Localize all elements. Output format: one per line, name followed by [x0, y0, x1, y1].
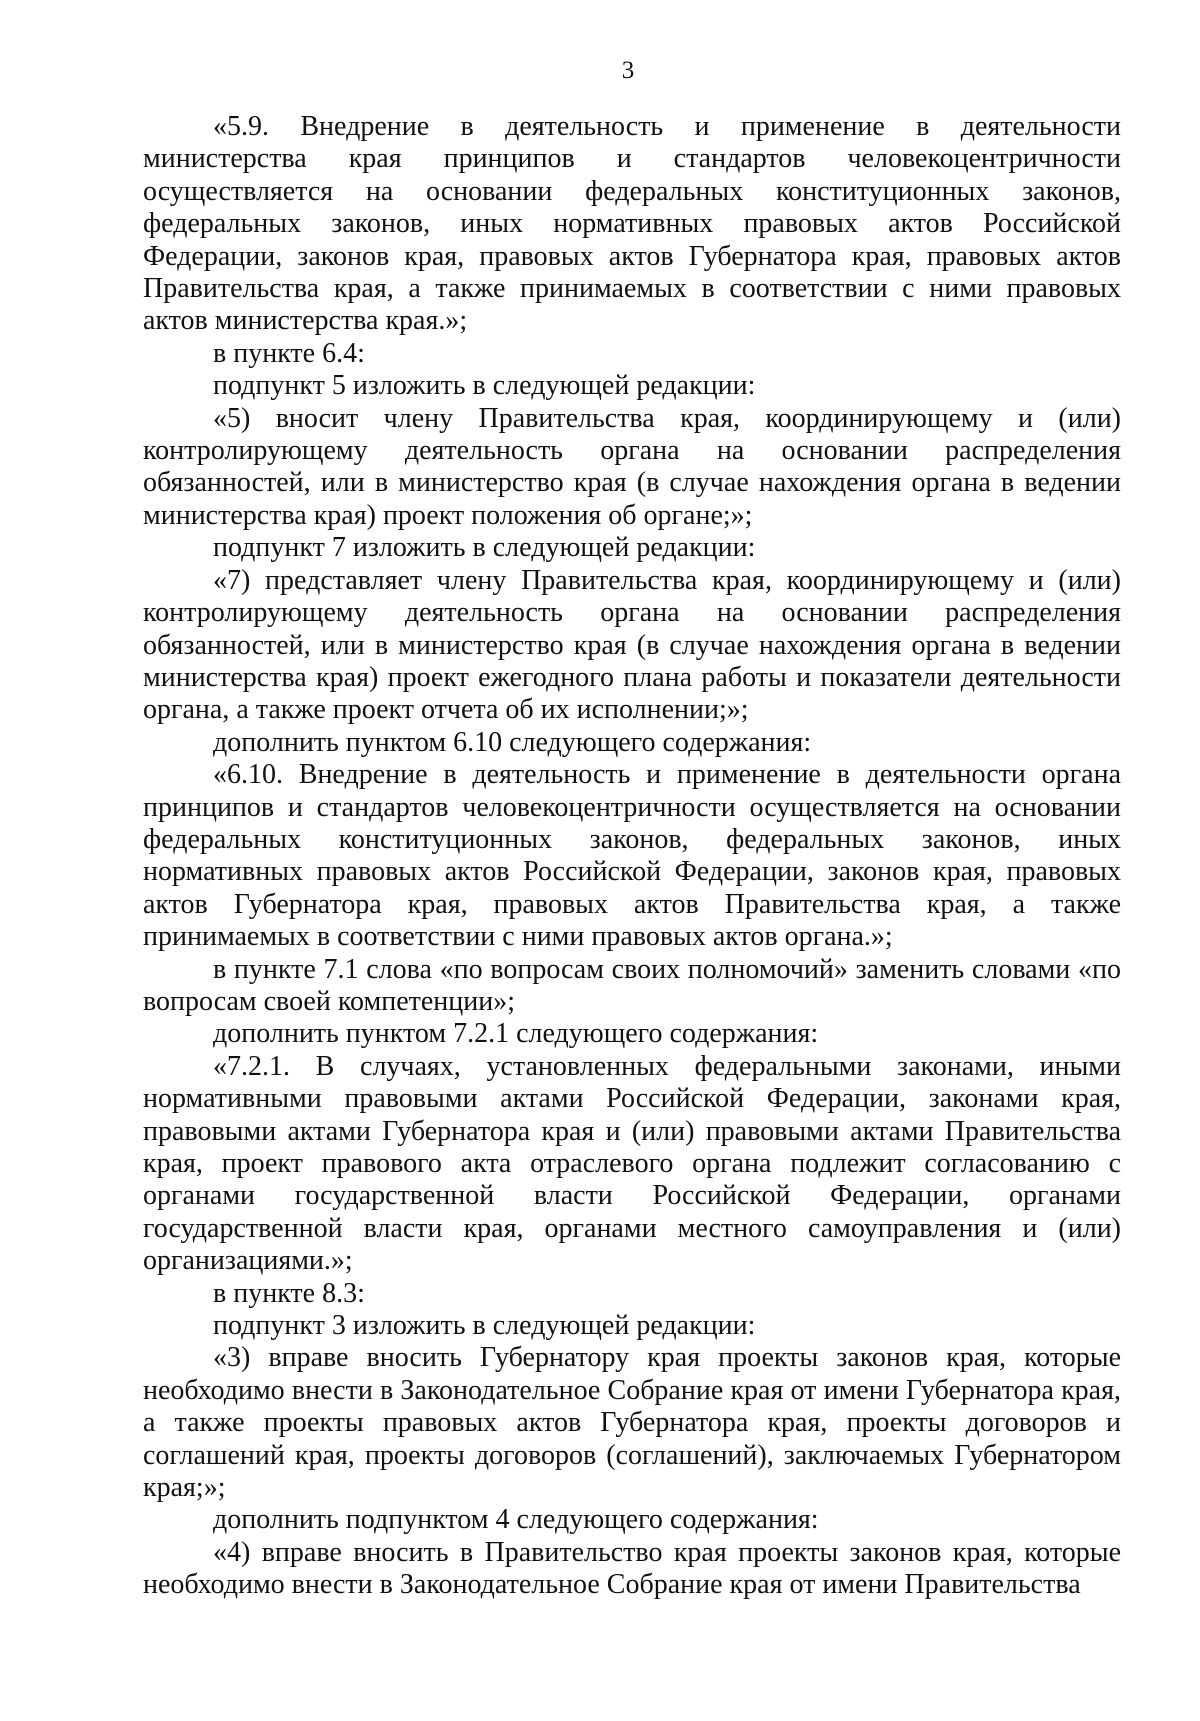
paragraph-point-7-2-1-intro: дополнить пунктом 7.2.1 следующего содержания: — [213, 1018, 819, 1050]
paragraph-point-6-10-intro: дополнить пунктом 6.10 следующего содержания: — [213, 726, 812, 758]
paragraph-subpoint-4-intro: дополнить подпунктом 4 следующего содержания: — [213, 1504, 819, 1536]
paragraph-point-7-2-1-text: «7.2.1. В случаях, установленных федеральными законами, иными нормативными правовыми актами Российской Федерации, законами края, правовыми актами Губернатора края и (или) правовыми актами Правительства края, проект правового акта отраслевого органа подлежит согласованию с органами государственной власти Российской Федерации, органами государственной власти края, органами местного самоуправления и (или) организациями.»; — [143, 1050, 1121, 1277]
paragraph-subpoint-5-text: «5) вносит члену Правительства края, координирующему и (или) контролирующему деятельность органа на основании распределения обязанностей, или в министерство края (в случае нахождения органа в ведении министерства края) проект положения об органе;»; — [143, 402, 1121, 531]
paragraph-subpoint-7-text: «7) представляет члену Правительства края, координирующему и (или) контролирующему деятельность органа на основании распределения обязанностей, или в министерство края (в случае нахождения органа в ведении министерства края) проект ежегодного плана работы и показатели деятельности органа, а также проект отчета об их исполнении;»; — [143, 564, 1121, 726]
paragraph-point-8-3: в пункте 8.3: — [213, 1277, 365, 1309]
document-body — [143, 111, 1121, 1602]
paragraph-subpoint-4-text: «4) вправе вносить в Правительство края проекты законов края, которые необходимо внести в Законодательное Собрание края от имени Правительства — [143, 1536, 1121, 1601]
paragraph-point-7-1: в пункте 7.1 слова «по вопросам своих полномочий» заменить словами «по вопросам своей компетенции»; — [143, 953, 1121, 1017]
paragraph-5-9: «5.9. Внедрение в деятельность и применение в деятельности министерства края принципов и стандартов человекоцентричности осуществляется на основании федеральных конституционных законов, федеральных законов, иных нормативных правовых актов Российской Федерации, законов края, правовых актов Губернатора края, правовых актов Правительства края, а также принимаемых в соответствии с ними правовых актов министерства края.»; — [143, 111, 1121, 337]
paragraph-subpoint-3-text: «3) вправе вносить Губернатору края проекты законов края, которые необходимо внести в Законодательное Собрание края от имени Губернатора края, а также проекты правовых актов Губернатора края, проекты договоров и соглашений края, проекты договоров (соглашений), заключаемых Губернатором края;»; — [143, 1342, 1121, 1504]
paragraph-subpoint-7-intro: подпункт 7 изложить в следующей редакции: — [213, 532, 756, 564]
paragraph-point-6-4: в пункте 6.4: — [213, 337, 365, 369]
paragraph-subpoint-5-intro: подпункт 5 изложить в следующей редакции: — [213, 370, 756, 402]
paragraph-subpoint-3-intro: подпункт 3 изложить в следующей редакции: — [213, 1310, 756, 1342]
page-number: 3 — [621, 57, 635, 84]
paragraph-point-6-10-text: «6.10. Внедрение в деятельность и применение в деятельности органа принципов и стандартов человекоцентричности осуществляется на основании федеральных конституционных законов, федеральных законов, иных нормативных правовых актов Российской Федерации, законов края, правовых актов Губернатора края, правовых актов Правительства края, а также принимаемых в соответствии с ними правовых актов органа.»; — [143, 759, 1121, 953]
